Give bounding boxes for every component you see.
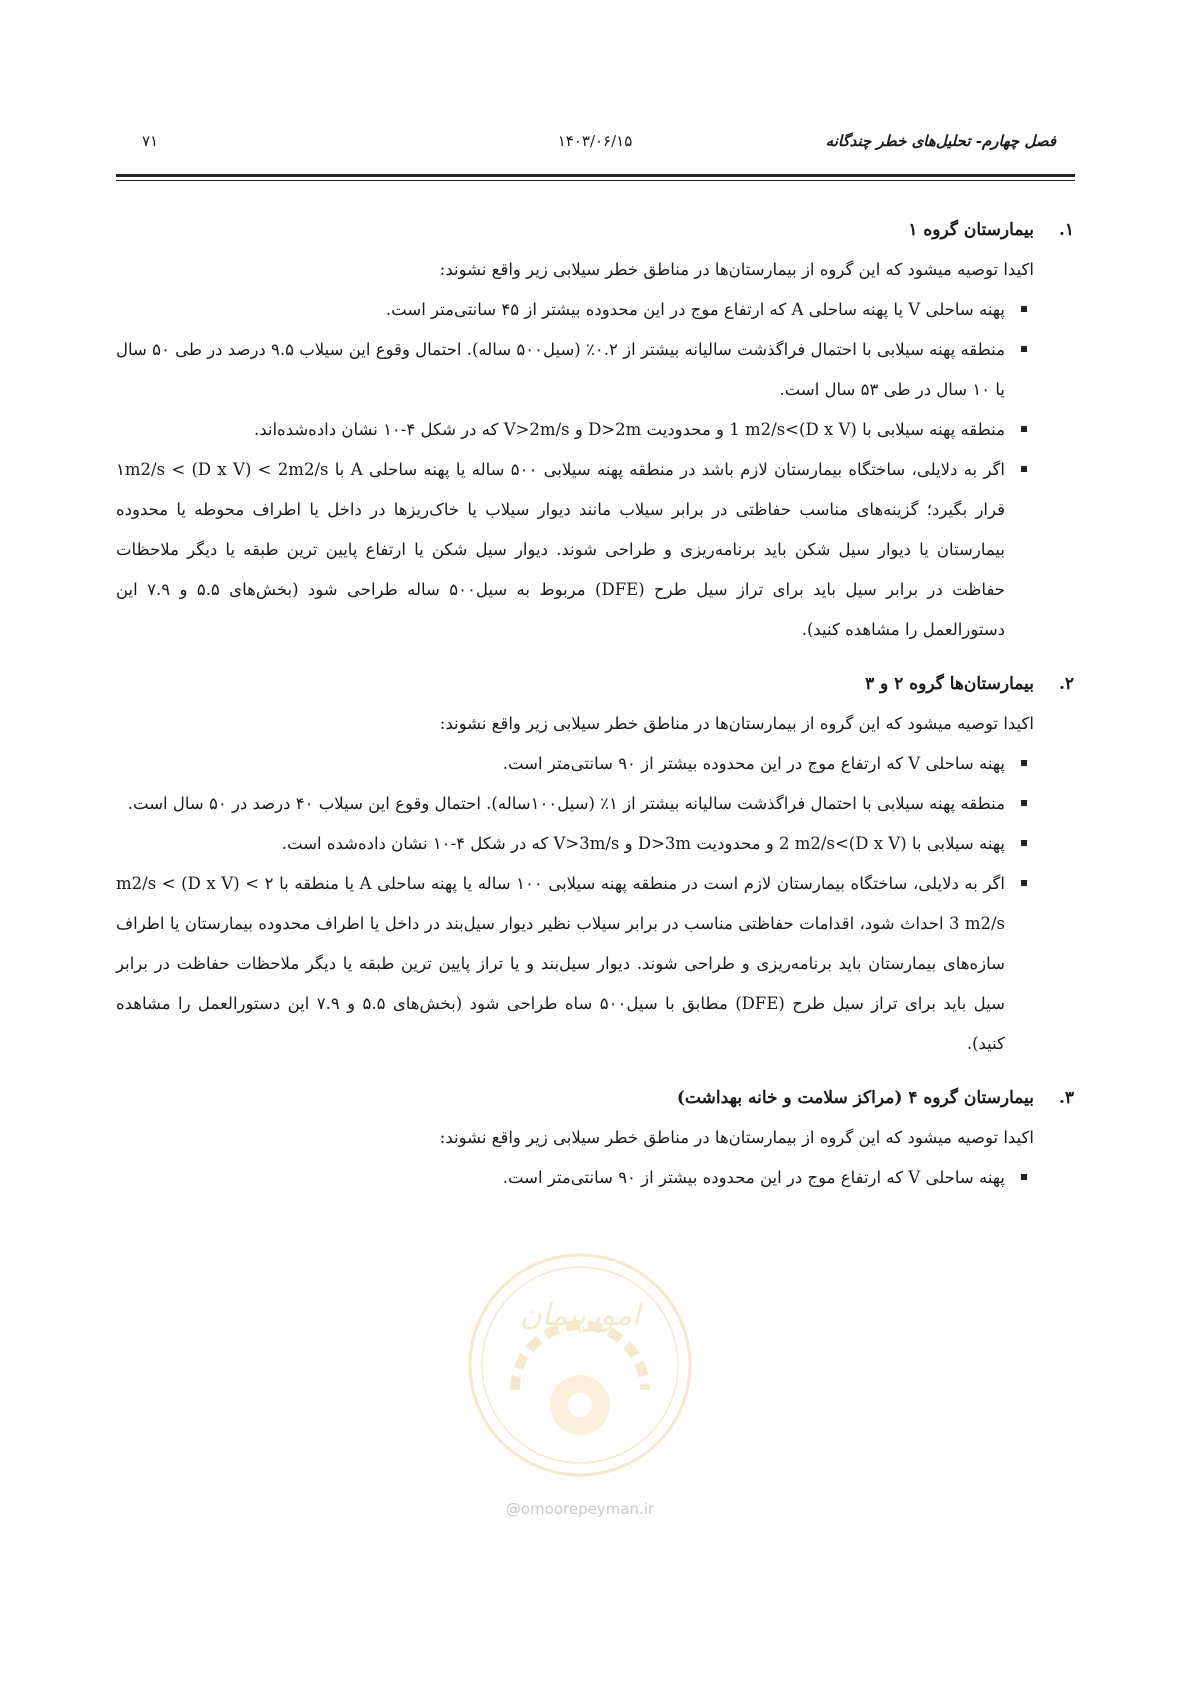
- section-3-list: [116, 1158, 1074, 1198]
- watermark-url: @omoorepeyman.ir: [505, 1500, 655, 1518]
- bullet-icon: [1021, 840, 1027, 846]
- section-3-heading: [116, 1078, 1074, 1118]
- list-item: منطقه پهنه سیلابی با احتمال فراگذشت سالیانه بیشتر از ۰.۲٪ (سیل۵۰۰ ساله). احتمال وقوع این سیلاب ۹.۵ درصد در طی ۵۰ سال یا ۱۰ سال در طی ۵۳ سال است.: [116, 330, 1074, 410]
- list-item: منطقه پهنه سیلابی با (D x V)>1 m2/s و محدودیت D>2m و V>2m/s که در شکل ۴-۱۰ نشان داده‌شده‌اند.: [116, 410, 1074, 450]
- section-title: بیمارستان گروه ۱: [908, 220, 1034, 240]
- header-rule-thick: [116, 174, 1075, 177]
- section-number: ۲.: [1058, 674, 1074, 694]
- section-2-heading: [116, 664, 1074, 704]
- document-date: ۱۴۰۳/۰۶/۱۵: [557, 132, 633, 150]
- watermark-logo-text: امورپیمان: [519, 1298, 641, 1333]
- bullet-icon: [1021, 466, 1027, 472]
- document-body: [116, 210, 1074, 1198]
- section-1-intro: اکیدا توصیه میشود که این گروه از بیمارستان‌ها در مناطق خطر سیلابی زیر واقع نشوند:: [439, 260, 1034, 279]
- list-item: منطقه پهنه سیلابی با احتمال فراگذشت سالیانه بیشتر از ۱٪ (سیل۱۰۰ساله). احتمال وقوع این سیلاب ۴۰ درصد در ۵۰ سال است.: [116, 784, 1074, 824]
- header-rule-thin: [116, 180, 1075, 181]
- watermark-logo: [455, 1240, 705, 1490]
- list-item: پهنه ساحلی V که ارتفاع موج در این محدوده بیشتر از ۹۰ سانتی‌متر است.: [116, 1158, 1074, 1198]
- bullet-icon: [1021, 800, 1027, 806]
- section-title: بیمارستان‌ها گروه ۲ و ۳: [864, 674, 1034, 694]
- bullet-icon: [1021, 306, 1027, 312]
- bullet-icon: [1021, 1174, 1027, 1180]
- list-item: پهنه ساحلی V که ارتفاع موج در این محدوده بیشتر از ۹۰ سانتی‌متر است.: [116, 744, 1074, 784]
- section-number: ۱.: [1058, 220, 1074, 240]
- bullet-icon: [1021, 426, 1027, 432]
- chapter-title: فصل چهارم- تحلیل‌های خطر چندگانه: [825, 132, 1056, 150]
- list-item: پهنه ساحلی V یا پهنه ساحلی A که ارتفاع موج در این محدوده بیشتر از ۴۵ سانتی‌متر است.: [116, 290, 1074, 330]
- section-1-heading: [116, 210, 1074, 250]
- bullet-icon: [1021, 760, 1027, 766]
- section-1-list: [116, 290, 1074, 650]
- bullet-icon: [1021, 346, 1027, 352]
- page-number: ۷۱: [142, 132, 159, 150]
- section-title: بیمارستان گروه ۴ (مراکز سلامت و خانه بهداشت): [676, 1088, 1034, 1108]
- section-2-intro: اکیدا توصیه میشود که این گروه از بیمارستان‌ها در مناطق خطر سیلابی زیر واقع نشوند:: [439, 714, 1034, 733]
- list-item: اگر به دلایلی، ساختگاه بیمارستان لازم باشد در منطقه پهنه سیلابی ۵۰۰ ساله یا پهنه ساحلی A با ۱m2/s < (D x V) < 2m2/s قرار بگیرد؛ گزینه‌های مناسب حفاظتی در برابر سیلاب مانند دیوار سیلاب یا خاک‌ریزها در داخل یا اطراف محوطه یا محدوده بیمارستان یا دیوار سیل شکن باید برنامه‌ریزی و طراحی شوند. دیوار سیل شکن یا ارتفاع پایین ترین طبقه یا دیگر ملاحظات حفاظت در برابر سیل باید برای تراز سیل طرح (DFE) مربوط به سیل۵۰۰ ساله طراحی شود (بخش‌های ۵.۵ و ۷.۹ این دستورالعمل را مشاهده کنید).: [116, 450, 1074, 650]
- section-3-intro: اکیدا توصیه میشود که این گروه از بیمارستان‌ها در مناطق خطر سیلابی زیر واقع نشوند:: [439, 1128, 1034, 1147]
- section-2-list: [116, 744, 1074, 1064]
- section-number: ۳.: [1058, 1088, 1074, 1108]
- list-item: اگر به دلایلی، ساختگاه بیمارستان لازم است در منطقه پهنه سیلابی ۱۰۰ ساله یا پهنه ساحلی A یا منطقه با ۲ m2/s < (D x V) < 3 m2/s احداث شود، اقدامات حفاظتی مناسب در برابر سیلاب نظیر دیوار سیل‌بند در داخل یا اطراف محدوده بیمارستان یا اطراف سازه‌های بیمارستان باید برنامه‌ریزی و طراحی شوند. دیوار سیل‌بند و یا تراز پایین ترین طبقه یا دیگر ملاحظات حفاظت در برابر سیل باید برای تراز سیل طرح (DFE) مطابق با سیل۵۰۰ ساه طراحی شود (بخش‌های ۵.۵ و ۷.۹ این دستورالعمل را مشاهده کنید).: [116, 864, 1074, 1064]
- list-item: پهنه سیلابی با (D x V)>2 m2/s و محدودیت D>3m و V>3m/s که در شکل ۴-۱۰ نشان داده‌شده است.: [116, 824, 1074, 864]
- bullet-icon: [1021, 880, 1027, 886]
